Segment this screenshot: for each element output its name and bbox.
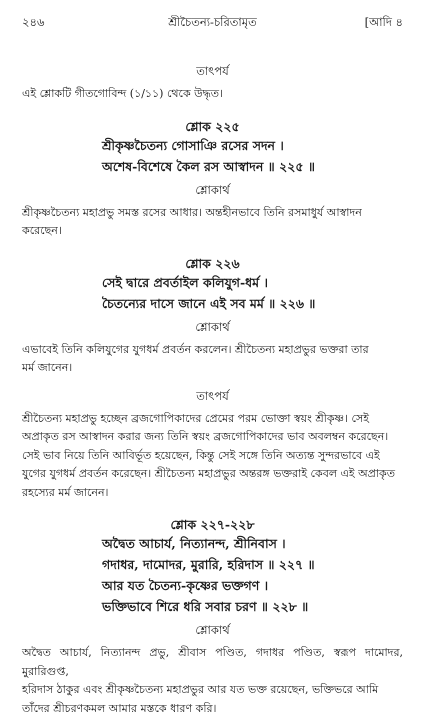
purport-heading: তাৎপর্য (22, 389, 403, 404)
translation-line: তাঁদের শ্রীচরণকমল আমার মস্তকে ধারণ করি। (22, 700, 403, 718)
verse-line: গদাধর, দামোদর, মুরারি, হরিদাস ॥ ২২৭ ॥ (102, 554, 403, 575)
purport-line: শ্রীচৈতন্য মহাপ্রভু হচ্ছেন ব্রজগোপিকাদের প্রেমের পরম ভোক্তা স্বয়ং শ্রীকৃষ্ণ। সেই (22, 410, 403, 429)
verse-title: শ্লোক ২২৬ (22, 255, 403, 272)
purport-line: সেই ভাব নিয়ে তিনি আবির্ভূত হয়েছেন, কিন্তু সেই সঙ্গে তিনি অত্যন্ত সুন্দরভাবে এই (22, 447, 403, 466)
translation-line: এভাবেই তিনি কলিযুগের যুগধর্ম প্রবর্তন করলেন। শ্রীচৈতন্য মহাপ্রভুর ভক্তরা তার (22, 341, 403, 360)
verse-title: শ্লোক ২২৫ (22, 118, 403, 135)
translation-heading: শ্লোকার্থ (22, 623, 403, 638)
translation-line: করেছেন। (22, 222, 403, 241)
translation-heading: শ্লোকার্থ (22, 320, 403, 335)
verse-line: ভক্তিভাবে শিরে ধরি সবার চরণ ॥ ২২৮ ॥ (102, 596, 403, 617)
verse-title: শ্লোক ২২৭-২২৮ (22, 516, 403, 533)
verse-line: শ্রীকৃষ্ণচৈতন্য গোসাঞি রসের সদন । (102, 135, 403, 156)
verse-line: সেই দ্বারে প্রবর্তাইল কলিযুগ-ধর্ম । (102, 272, 403, 293)
running-title: শ্রীচৈতন্য-চরিতামৃত (22, 14, 403, 33)
translation-heading: শ্লোকার্থ (22, 183, 403, 198)
purport-line: এই শ্লোকটি গীতগোবিন্দ (১/১১) থেকে উদ্ধৃত। (22, 85, 403, 104)
verse-line: অশেষ-বিশেষে কৈল রস আস্বাদন ॥ ২২৫ ॥ (102, 156, 403, 177)
translation-line: মর্ম জানেন। (22, 359, 403, 378)
purport-line: রহস্যের মর্ম জানেন। (22, 484, 403, 503)
purport-line: যুগের যুগধর্ম প্রবর্তন করেছেন। শ্রীচৈতন্য মহাপ্রভুর অন্তরঙ্গ ভক্তরাই কেবল এই অপ্রাকৃত (22, 465, 403, 484)
verse-line: আর যত চৈতন্য-কৃষ্ণের ভক্তগণ । (102, 575, 403, 596)
page-number: ২৪৬ (22, 14, 44, 33)
verse-line: অদ্বৈত আচার্য, নিত্যানন্দ, শ্রীনিবাস । (102, 533, 403, 554)
purport-line: অপ্রাকৃত রস আস্বাদন করার জন্য তিনি স্বয়ং ব্রজগোপিকাদের ভাব অবলম্বন করেছেন। (22, 428, 403, 447)
purport-heading: তাৎপর্য (22, 64, 403, 79)
translation-line: শ্রীকৃষ্ণচৈতন্য মহাপ্রভু সমস্ত রসের আধার। অন্তহীনভাবে তিনি রসমাধুর্য আস্বাদন (22, 204, 403, 223)
translation-line: হরিদাস ঠাকুর এবং শ্রীকৃষ্ণচৈতন্য মহাপ্রভুর আর যত ভক্ত রয়েছেন, ভক্তিভরে আমি (22, 681, 403, 700)
page-header (22, 8, 403, 30)
verse-line: চৈতন্যের দাসে জানে এই সব মর্ম ॥ ২২৬ ॥ (102, 293, 403, 314)
chapter-reference: [আদি ৪ (365, 14, 403, 33)
translation-line: অদ্বৈত আচার্য, নিত্যানন্দ প্রভু, শ্রীবাস পণ্ডিত, গদাধর পণ্ডিত, স্বরূপ দামোদর, মুরারিগুপ্ত, (22, 644, 403, 681)
